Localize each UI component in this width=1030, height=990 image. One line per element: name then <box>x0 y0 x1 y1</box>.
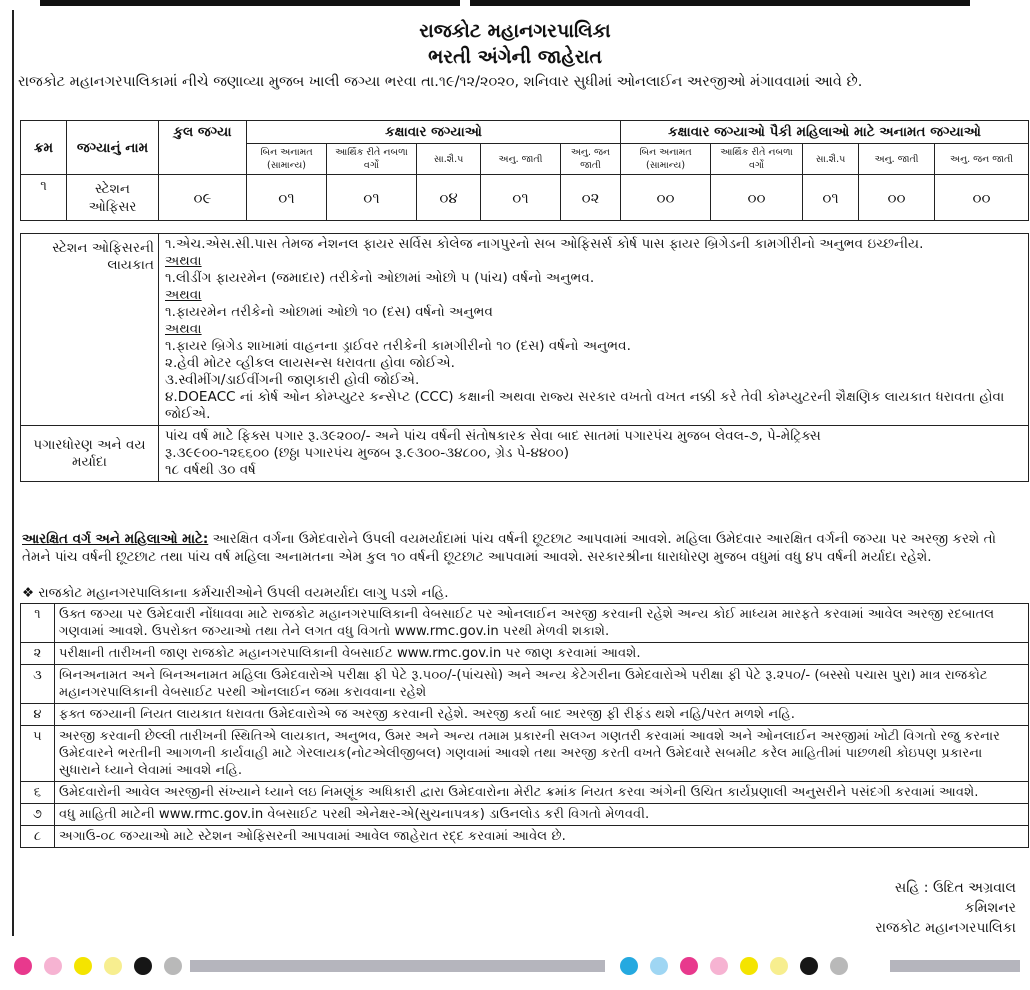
note-number: ૫ <box>21 726 55 782</box>
header-post-name: જગ્યાનું નામ <box>67 121 159 175</box>
registration-dot <box>800 957 818 975</box>
note-number: ૪ <box>21 704 55 726</box>
note-number: ૧ <box>21 604 55 643</box>
qualification-line: ૧.ફાયર બ્રિગેડ શાખામાં વાહનના ડ્રાઈવર તરીકેની કામગીરીનો ૧૦ (દસ) વર્ષનો અનુભવ. <box>165 338 631 354</box>
page-border <box>12 10 14 936</box>
note-row <box>21 804 1029 826</box>
note-number: ૮ <box>21 826 55 848</box>
note-number: ૨ <box>21 643 55 665</box>
registration-dot <box>14 957 32 975</box>
qualification-line: ૩.સ્વીમીંગ/ડાઈવીંગની જાણકારી હોવી જોઈએ. <box>165 372 420 388</box>
registration-dot <box>74 957 92 975</box>
signature-org: રાજકોટ મહાનગરપાલિકા <box>875 920 1016 936</box>
note-number: ૬ <box>21 782 55 804</box>
or-text: અથવા <box>165 253 202 269</box>
note-row <box>21 665 1029 704</box>
reserved-text: આરક્ષિત વર્ગના ઉમેદવારોને ઉપલી વયમર્યાદામાં પાંચ વર્ષની છૂટછાટ આપવામાં આવશે. મહિલા ઉમેદવાર આરક્ષિત વર્ગની જગ્યા પર અરજી કરશે તો તેમને પાંચ વર્ષની છૂટછાટ તથા પાંચ વર્ષ મહિલા અનામતના એમ કુલ ૧૦ વર્ષની છૂટછાટ આપવામાં આવશે. સરકારશ્રીના ધારાધોરણ મુજબ વધુમાં વધુ ૪૫ વર્ષની મર્યાદા રહેશે. <box>22 531 996 565</box>
subhead: બિન અનામત (સામાન્ય) <box>621 144 711 175</box>
row-value: ૦૨ <box>561 175 621 221</box>
notes-table <box>20 603 1029 848</box>
qualification-label: સ્ટેશન ઓફિસરની લાયકાત <box>21 234 159 426</box>
registration-dot <box>104 957 122 975</box>
note-row <box>21 826 1029 848</box>
row-value: ૦૧ <box>247 175 327 221</box>
note-text: પરીક્ષાની તારીખની જાણ રાજકોટ મહાનગરપાલિકાની વેબસાઈટ www.rmc.gov.in પર જાણ કરવામાં આવશે. <box>55 643 1029 665</box>
subhead: સા.શૈ.પ <box>417 144 481 175</box>
or-text: અથવા <box>165 287 202 303</box>
registration-dot <box>164 957 182 975</box>
qualification-table <box>20 233 1029 482</box>
intro-paragraph: રાજકોટ મહાનગરપાલિકામાં નીચે જણાવ્યા મુજબ ખાલી જગ્યા ભરવા તા.૧૯/૧૨/૨૦૨૦, શનિવાર સુધીમાં ઓનલાઈન અરજીઓ મંગાવવામાં આવે છે. <box>18 74 863 90</box>
note-text: ઉમેદવારોની આવેલ અરજીની સંખ્યાને ધ્યાને લઇ નિમણૂંક અધિકારી દ્વારા ઉમેદવારોના મેરીટ ક્રમાંક નિયત કરવા અંગેની ઉચિત કાર્યપ્રણાલી અનુસરીને પસંદગી કરવામાં આવશે. <box>55 782 1029 804</box>
note-text: ઉક્ત જગ્યા પર ઉમેદવારી નોંધાવવા માટે રાજકોટ મહાનગરપાલિકાની વેબસાઈટ પર ઓનલાઈન અરજી કરવાની રહેશે અન્ય કોઈ માધ્યમ મારફતે કરવામાં આવેલ અરજી રદબાતલ ગણવામાં આવશે. ઉપરોક્ત જગ્યાઓ તથા તેને લગત વધુ વિગતો www.rmc.gov.in પરથી મેળવી શકાશે. <box>55 604 1029 643</box>
posts-table <box>20 120 1029 221</box>
row-kram: ૧ <box>21 175 67 221</box>
qualification-line: ૧.એચ.એસ.સી.પાસ તેમજ નેશનલ ફાયર સર્વિસ કોલેજ નાગપુરનો સબ ઓફિસર્સ કોર્ષ પાસ ફાયર બ્રિગેડની કામગીરીનો અનુભવ ઇચ્છનીય. <box>165 236 924 252</box>
top-bar-segment <box>470 0 970 6</box>
note-text: અગાઉ-૦૮ જગ્યાઓ માટે સ્ટેશન ઓફિસરની આપવામાં આવેલ જાહેરાત રદ્દ કરવામાં આવેલ છે. <box>55 826 1029 848</box>
subhead: સા.શૈ.પ <box>803 144 859 175</box>
note-row <box>21 643 1029 665</box>
or-text: અથવા <box>165 321 202 337</box>
row-value: ૦૦ <box>859 175 935 221</box>
qualification-line: ૪.DOEACC નાં કોર્ષ ઓન કોમ્પ્યુટર કન્સેપ્ટ (CCC) કક્ષાની અથવા રાજ્ય સરકાર વખતો વખત નક્કી કરે તેવી કોમ્પ્યુટરની શૈક્ષણિક લાયકાત ધરાવતા હોવા જોઈએ. <box>165 389 1005 422</box>
row-value: ૦૧ <box>803 175 859 221</box>
top-bar-segment <box>40 0 460 6</box>
registration-dot <box>830 957 848 975</box>
note-text: વધુ માહિતી માટેની www.rmc.gov.in વેબસાઈટ પરથી એનેક્ષર-એ(સુચનાપત્રક) ડાઉનલોડ કરી વિગતો મેળવવી. <box>55 804 1029 826</box>
note-text: બિનઅનામત અને બિનઅનામત મહિલા ઉમેદવારોએ પરીક્ષા ફી પેટે રૂ.૫૦૦/-(પાંચસો) અને અન્ય કેટેગરીના ઉમેદવારોએ પરીક્ષા ફી પેટે રૂ.૨૫૦/- (બસ્સો પચાસ પુરા) માત્ર રાજકોટ મહાનગરપાલિકાની વેબસાઈટ પરથી ઓનલાઈન જમા કરાવવાના રહેશે <box>55 665 1029 704</box>
subhead: અનુ. જન જાતી <box>561 144 621 175</box>
header-category: કક્ષાવાર જગ્યાઓ <box>247 121 621 144</box>
registration-bar <box>190 960 605 972</box>
note-text: અરજી કરવાની છેલ્લી તારીખની સ્થિતિએ લાયકાત, અનુભવ, ઉમર અને અન્ય તમામ પ્રકારની સલગ્ન ગણતરી કરવામાં આવશે અને ઓનલાઈન અરજીમાં ખોટી વિગતો રજુ કરનાર ઉમેદવારને ભરતીની આગળની કાર્યવાહી માટે ગેરલાયક(નોટએલીજીબલ) ગણવામાં આવશે તથા અરજી કરતી વખતે ઉમેદવારે સબમીટ કરેલ માહિતીમાં પાછળથી કોઇપણ પ્રકારના સુધારાને ધ્યાને લેવામાં આવશે નહિ. <box>55 726 1029 782</box>
org-title: રાજકોટ મહાનગરપાલિકા <box>419 20 611 42</box>
pay-line: પાંચ વર્ષ માટે ફિક્સ પગાર રૂ.૩૯૨૦૦/- અને પાંચ વર્ષની સંતોષકારક સેવા બાદ સાતમાં પગારપંચ મુજબ લેવલ-૭, પે-મેટ્રિક્સ <box>165 428 821 444</box>
subhead: બિન અનામત (સામાન્ય) <box>247 144 327 175</box>
reserved-heading: આરક્ષિત વર્ગ અને મહિલાઓ માટે: <box>22 531 209 547</box>
pay-label: પગારધોરણ અને વય મર્યાદા <box>21 426 159 482</box>
note-number: ૩ <box>21 665 55 704</box>
note-row <box>21 782 1029 804</box>
qualification-line: ૧.ફાયરમેન તરીકેનો ઓછામાં ઓછો ૧૦ (દસ) વર્ષનો અનુભવ <box>165 304 493 320</box>
registration-dot <box>740 957 758 975</box>
row-value: ૦૦ <box>711 175 803 221</box>
registration-dot <box>134 957 152 975</box>
row-value: ૦૧ <box>327 175 417 221</box>
pay-line: રૂ.૩૯૯૦૦-૧૨૬૬૦૦ (છઠ્ઠા પગારપંચ મુજબ રૂ.૯૩૦૦-૩૪૮૦૦, ગ્રેડ પે-૪૪૦૦) <box>165 445 570 461</box>
subhead: અનુ. જાતી <box>481 144 561 175</box>
subhead: અનુ. જન જાતી <box>935 144 1029 175</box>
registration-dot <box>770 957 788 975</box>
signature-title: કમિશનર <box>964 900 1016 916</box>
qualification-line: ૨.હેવી મોટર વ્હીકલ લાયસન્સ ધરાવતા હોવા જોઈએ. <box>165 355 456 371</box>
registration-dot <box>650 957 668 975</box>
reserved-bullet: ❖ રાજકોટ મહાનગરપાલિકાના કર્મચારીઓને ઉપલી વયમર્યાદા લાગુ પડશે નહિ. <box>22 585 449 601</box>
note-row <box>21 726 1029 782</box>
registration-dot <box>44 957 62 975</box>
note-number: ૭ <box>21 804 55 826</box>
notice-title: ભરતી અંગેની જાહેરાત <box>428 46 602 68</box>
note-row <box>21 604 1029 643</box>
header-total: કુલ જગ્યા <box>159 121 247 175</box>
registration-dot <box>680 957 698 975</box>
row-post-name: સ્ટેશન ઓફિસર <box>67 175 159 221</box>
registration-bar <box>890 960 1020 972</box>
subhead: આર્થિક રીતે નબળા વર્ગો <box>327 144 417 175</box>
reserved-paragraph <box>22 530 1028 566</box>
registration-dot <box>620 957 638 975</box>
note-row <box>21 704 1029 726</box>
qualification-line: ૧.લીડીંગ ફાયરમેન (જમાદાર) તરીકેનો ઓછામાં ઓછો ૫ (પાંચ) વર્ષનો અનુભવ. <box>165 270 595 286</box>
row-value: ૦૪ <box>417 175 481 221</box>
subhead: અનુ. જાતી <box>859 144 935 175</box>
row-value: ૦૧ <box>481 175 561 221</box>
header-kram: ક્રમ <box>21 121 67 175</box>
print-registration-strip <box>0 936 1030 990</box>
signature-name: સહિ : ઉદિત અગ્રવાલ <box>894 880 1016 896</box>
registration-dot <box>710 957 728 975</box>
row-value: ૦૦ <box>621 175 711 221</box>
signature-block <box>875 878 1016 938</box>
top-print-bar <box>0 0 1030 8</box>
row-total: ૦૯ <box>159 175 247 221</box>
age-line: ૧૮ વર્ષથી ૩૦ વર્ષ <box>165 462 256 478</box>
header-women: કક્ષાવાર જગ્યાઓ પૈકી મહિલાઓ માટે અનામત જગ્યાઓ <box>621 121 1029 144</box>
note-text: ફક્ત જગ્યાની નિયત લાયકાત ધરાવતા ઉમેદવારોએ જ અરજી કરવાની રહેશે. અરજી કર્યા બાદ અરજી ફી રીફંડ થશે નહિ/પરત મળશે નહિ. <box>55 704 1029 726</box>
subhead: આર્થિક રીતે નબળા વર્ગો <box>711 144 803 175</box>
row-value: ૦૦ <box>935 175 1029 221</box>
